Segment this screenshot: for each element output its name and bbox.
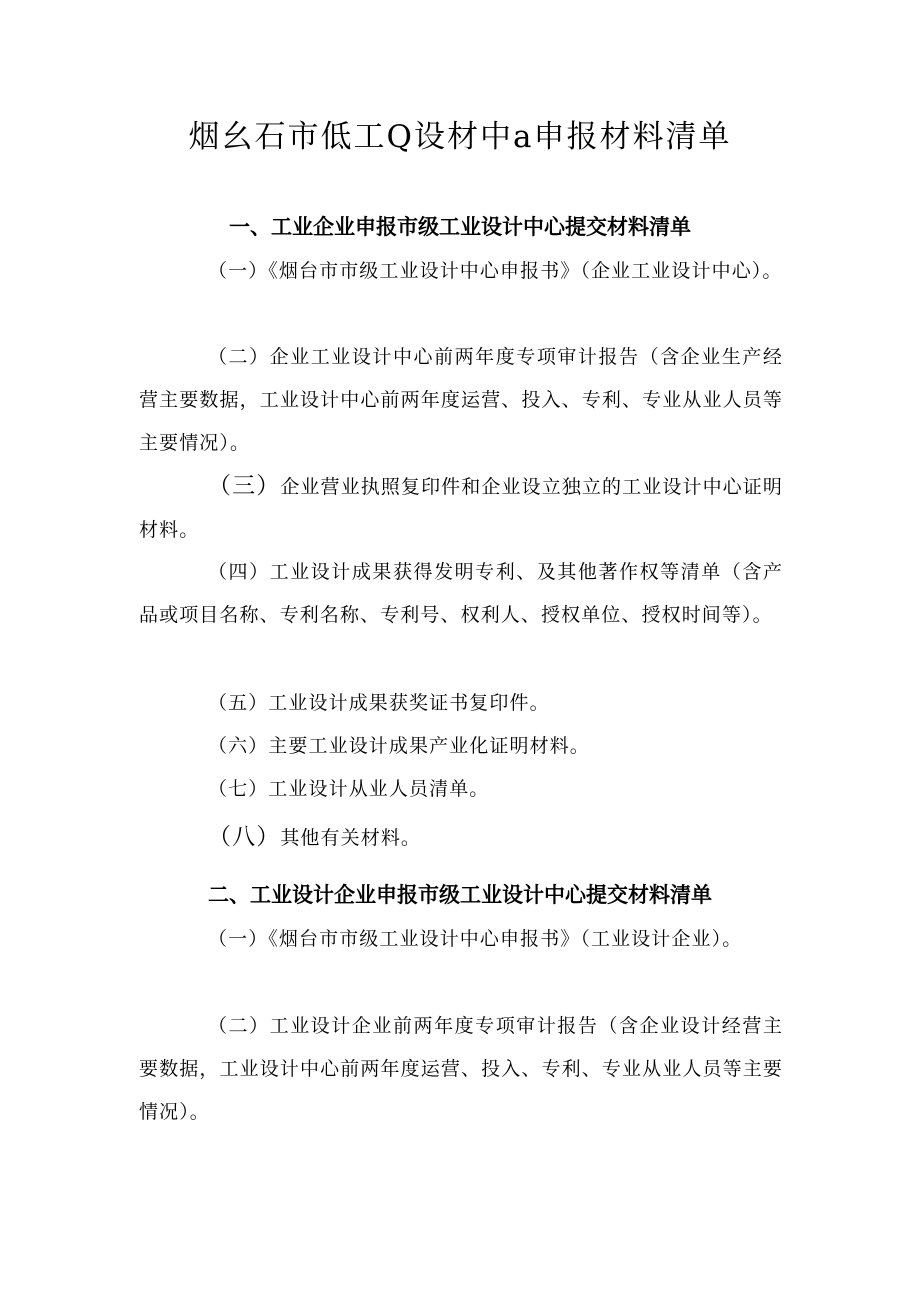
item-8-text: 其他有关材料。 (280, 827, 422, 849)
item-8-marker: （八） (208, 824, 281, 850)
section-1-item-8 (139, 816, 783, 860)
item-3-text: 企业营业执照复印件和企业设立独立的工业设计中心证明材料。 (139, 476, 783, 541)
section-2-item-2: （二）工业设计企业前两年度专项审计报告（含企业设计经营主要数据，工业设计中心前两年度运营、投入、专利、专业从业人员等主要情况）。 (139, 1015, 783, 1123)
section-2-item-1: （一）《烟台市市级工业设计中心申报书》（工业设计企业）。 (208, 928, 743, 950)
item-3-marker: （三） (208, 473, 281, 499)
section-1-item-5: （五）工业设计成果获奖证书复印件。 (208, 692, 550, 714)
section-1-item-1: （一）《烟台市市级工业设计中心申报书》（企业工业设计中心）。 (208, 260, 783, 282)
section-1-item-4: （四）工业设计成果获得发明专利、及其他著作权等清单（含产品或项目名称、专利名称、专利号、权利人、授权单位、授权时间等）。 (139, 561, 783, 626)
section-1-item-2: （二）企业工业设计中心前两年度专项审计报告（含企业生产经营主要数据，工业设计中心前两年度运营、投入、专利、专业从业人员等主要情况）。 (139, 346, 783, 454)
section-1-heading: 一、工业企业申报市级工业设计中心提交材料清单 (229, 215, 691, 239)
section-1-item-6: （六）主要工业设计成果产业化证明材料。 (208, 735, 590, 757)
section-1-item-7: （七）工业设计从业人员清单。 (208, 778, 490, 800)
section-2-heading: 二、工业设计企业申报市级工业设计中心提交材料清单 (208, 883, 712, 907)
section-1-item-3 (139, 465, 783, 552)
document-title: 烟幺石市低工Q设材中a申报材料清单 (188, 119, 732, 155)
